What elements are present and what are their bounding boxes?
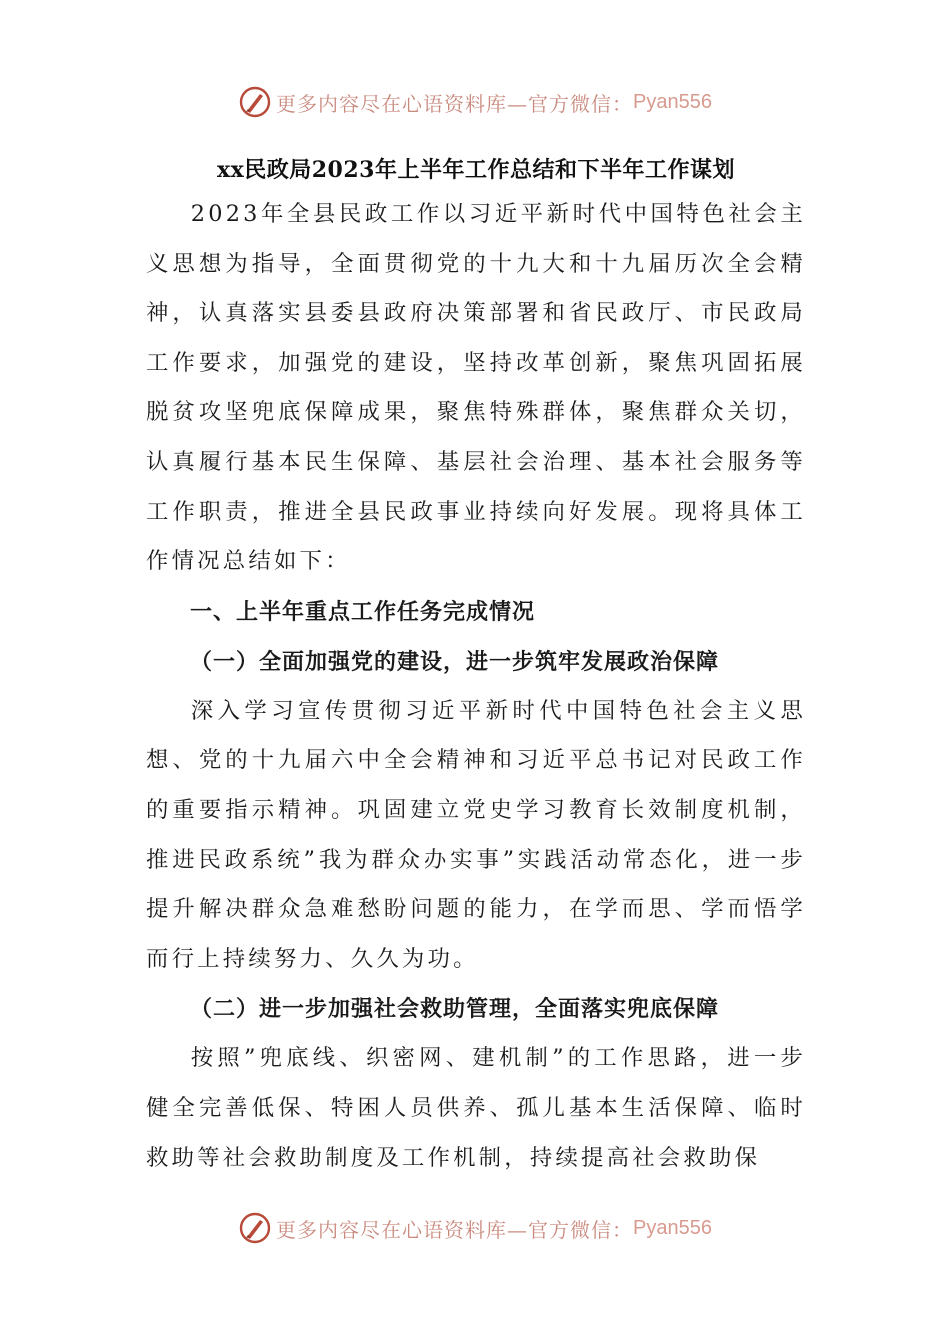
- watermark-text: 更多内容尽在心语资料库—官方微信：: [276, 1217, 634, 1242]
- subsection-1-paragraph: 深入学习宣传贯彻习近平新时代中国特色社会主义思想、党的十九届六中全会精神和习近平总书记对民政工作的重要指示精神。巩固建立党史学习教育长效制度机制，推进民政系统”我为群众办实事”实践活动常态化，进一步提升解决群众急难愁盼问题的能力，在学而思、学而悟学而行上持续努力、久久为功。: [146, 697, 806, 972]
- section-heading-1: 一、上半年重点工作任务完成情况: [190, 598, 536, 625]
- watermark-text: 更多内容尽在心语资料库—官方微信：: [276, 91, 634, 116]
- subsection-heading-1: （一）全面加强党的建设，进一步筑牢发展政治保障: [190, 648, 720, 675]
- quill-logo-icon: [238, 1211, 272, 1245]
- subsection-heading-2: （二）进一步加强社会救助管理，全面落实兜底保障: [190, 996, 720, 1023]
- watermark-header: [0, 82, 950, 122]
- watermark-wechat-id: Pyan556: [633, 90, 712, 113]
- watermark-wechat-id: Pyan556: [633, 1216, 712, 1239]
- document-body: [146, 150, 806, 1183]
- subsection-2-paragraph: 按照”兜底线、织密网、建机制”的工作思路，进一步健全完善低保、特困人员供养、孤儿基本生活保障、临时救助等社会救助制度及工作机制，持续提高社会救助保: [146, 1045, 806, 1171]
- intro-paragraph: 2023年全县民政工作以习近平新时代中国特色社会主义思想为指导，全面贯彻党的十九大和十九届历次全会精神，认真落实县委县政府决策部署和省民政厅、市民政局工作要求，加强党的建设，坚持改革创新，聚焦巩固拓展脱贫攻坚兜底保障成果，聚焦特殊群体，聚焦群众关切，认真履行基本民生保障、基层社会治理、基本社会服务等工作职责，推进全县民政事业持续向好发展。现将具体工作情况总结如下：: [146, 201, 806, 575]
- quill-logo-icon: [238, 85, 272, 119]
- watermark-footer: [0, 1208, 950, 1248]
- document-title: xx民政局2023年上半年工作总结和下半年工作谋划: [217, 157, 735, 183]
